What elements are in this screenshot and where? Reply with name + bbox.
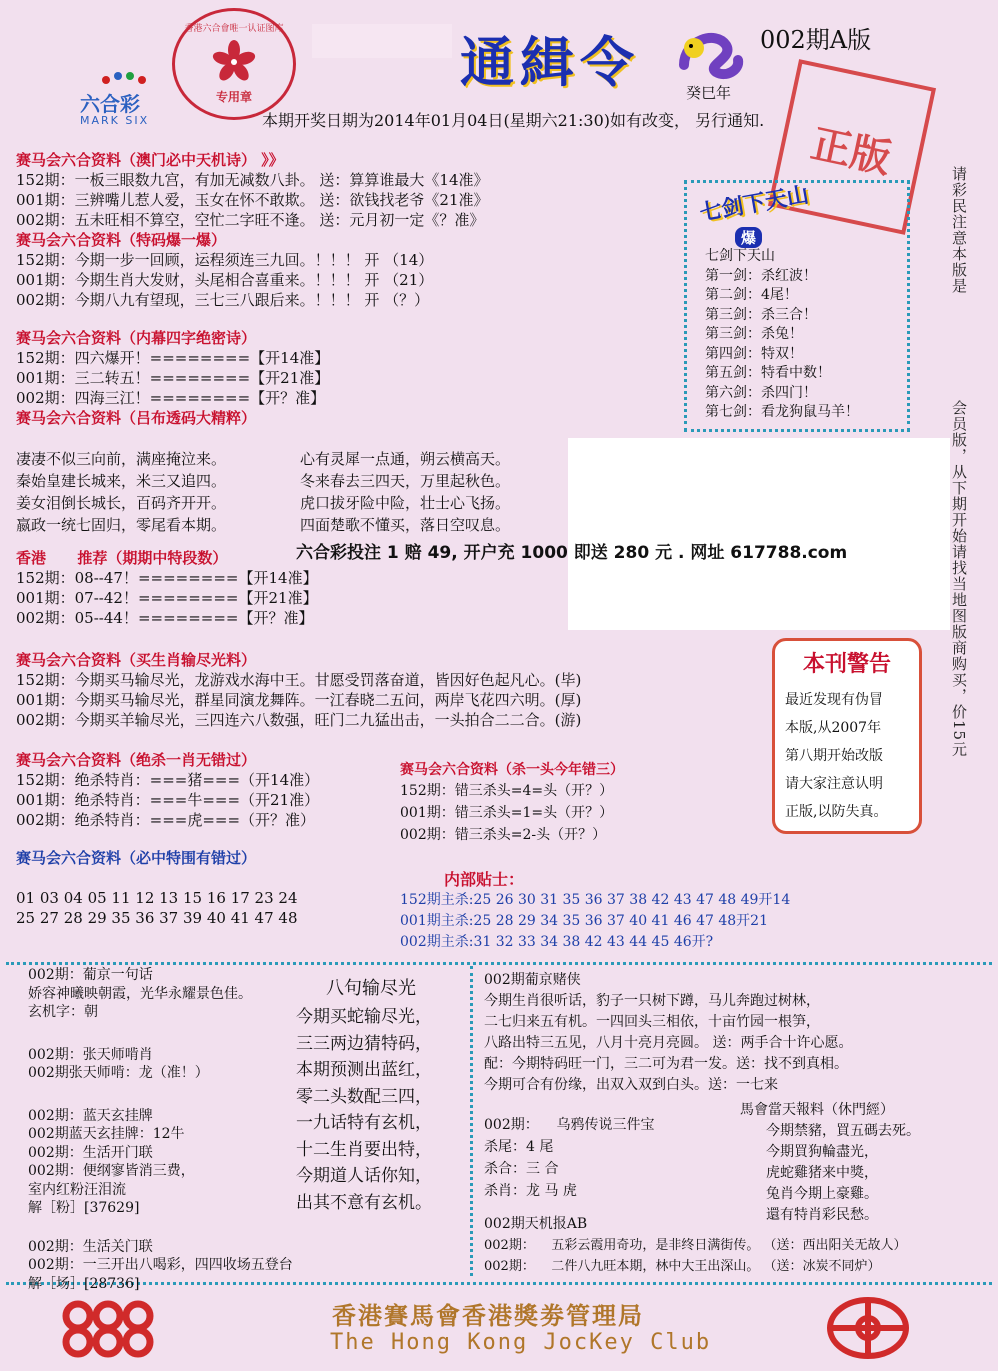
poem-line: 心有灵犀一点通，朔云横高天。 — [300, 450, 511, 468]
poem-line: 本期预测出蓝红， — [296, 1060, 432, 1080]
section-title: 赛马会六合资料（必中特围有错过） — [16, 849, 257, 867]
bottom-middle-poem — [296, 974, 432, 1216]
issue-label: 002期A版 — [760, 26, 872, 54]
list-item: 002期：一三开出八喝彩，四四收场五登台 — [28, 1257, 293, 1273]
bottom-right-crow — [484, 1114, 655, 1202]
list-item: 第三剑：杀三合！ — [705, 306, 817, 323]
list-item: 杀尾：4 尾 — [484, 1139, 554, 1155]
footer — [0, 1288, 998, 1371]
list-item: 第二剑：4尾！ — [705, 287, 798, 303]
section-lubu-poem-right — [300, 448, 510, 536]
list-item: 002期：错三杀头=2-头（开？） — [400, 827, 607, 843]
list-item: 002期葡京赌侠 — [484, 972, 581, 988]
zheng-stamp-text: 正版 — [807, 120, 896, 183]
list-item: 002期主杀:31 32 33 34 38 42 43 44 45 46开? — [400, 934, 714, 950]
list-item: 002期：绝杀特肖：===虎===（开？准） — [16, 811, 316, 829]
list-item: 001期：绝杀特肖：===牛===（开21准） — [16, 791, 320, 809]
list-item: 152期主杀:25 26 30 31 35 36 37 38 42 43 47 48 49开14 — [400, 892, 791, 908]
list-item: 玄机字：朝 — [28, 1004, 98, 1020]
list-item: 002期天机报AB — [484, 1216, 588, 1232]
list-item: 最近发现有伪冒 — [785, 692, 883, 708]
list-item: 002期：张天师啃肖 — [28, 1046, 153, 1063]
list-item: 001期：错三杀头=1=头（开？） — [400, 805, 614, 821]
list-item: 152期：今期买马输尽光，龙游戏水海中王。甘愿受罚落奋道，皆因好色起凡心。(毕) — [16, 671, 582, 689]
logo-dots-icon — [100, 70, 160, 90]
list-item: 002期张天师啃：龙（准！） — [28, 1065, 209, 1081]
list-item: 第四剑：特双！ — [705, 345, 803, 362]
list-item: 002期：蓝天玄挂牌 — [28, 1107, 153, 1124]
list-item: 解［粉］[37629] — [28, 1200, 140, 1216]
list-item: 002期：葡京一句话 — [28, 967, 153, 983]
poem-line: 今期买蛇输尽光， — [296, 1007, 432, 1027]
section-kill-zodiac — [16, 750, 319, 830]
list-item: 第一剑：杀红波！ — [705, 267, 817, 284]
list-item: 第七剑：看龙狗鼠马羊！ — [705, 404, 859, 420]
spacer — [28, 1083, 293, 1107]
warning-list — [775, 686, 919, 826]
list-item: 002期： 五彩云霞用奇功，是非终日满街传。 （送：西出阳关无故人） — [484, 1238, 907, 1253]
list-item: 杀肖：龙 马 虎 — [484, 1183, 577, 1199]
list-item: 001期：今期生肖大发财，头尾相合喜重来。！！！ 开 （21） — [16, 271, 434, 289]
poem-line: 冬来春去三四天，万里起秋色。 — [300, 472, 511, 490]
bottom-right-horse — [740, 1100, 920, 1226]
poem-line: 四面楚歌不懂买，落日空叹息。 — [300, 516, 511, 534]
list-item: 還有特肖彩民愁。 — [766, 1207, 878, 1223]
divider-left — [470, 966, 473, 1276]
spacer — [28, 1218, 293, 1238]
section-inner-tips — [400, 870, 790, 953]
hkjc-crest-icon — [820, 1292, 916, 1364]
number-row: 25 27 28 29 35 36 37 39 40 41 47 48 — [16, 909, 298, 927]
snake-icon — [676, 20, 746, 80]
year-label: 癸巳年 — [686, 84, 732, 102]
list-item: 杀合：三 合 — [484, 1161, 559, 1177]
list-item: 第五剑：特看中数！ — [705, 365, 831, 381]
section-title: 内部贴士： — [444, 870, 525, 889]
list-item: 002期：生活关门联 — [28, 1238, 153, 1255]
warning-title: 本刊警告 — [802, 651, 891, 677]
poem-line: 凄凄不似三向前，满座掩泣来。 — [16, 450, 227, 468]
list-item: 兔肖今期上豪雞。 — [766, 1186, 878, 1202]
list-item: 002期：生活开门联 — [28, 1144, 153, 1161]
poem-line: 秦始皇建长城来，米三又追四。 — [16, 472, 227, 490]
list-item: 今期生肖很听话，豹子一只树下蹲，马儿奔跑过树林， — [484, 993, 820, 1009]
bottom-right-pujing — [484, 970, 852, 1096]
list-item: 002期：四海三江！========【开？准】 — [16, 389, 326, 407]
footer-en-name: The Hong Kong JocKey Club — [330, 1330, 712, 1355]
spacer — [28, 1022, 293, 1046]
list-item: 001期：三二转五！========【开21准】 — [16, 369, 330, 387]
section-title: 赛马会六合资料（杀一头今年错三） — [400, 762, 624, 778]
swords-list — [705, 247, 859, 423]
poem-line: 虎口拔牙险中险，壮士心飞扬。 — [300, 494, 511, 512]
list-item: 001期：今期买马输尽光，群星同演龙舞阵。一江春晓二五问，两岸飞花四六明。(厚) — [16, 691, 582, 709]
bottom-right-tianji — [484, 1214, 906, 1277]
section-zodiac-lose — [16, 650, 581, 730]
list-item: 虎蛇雞猪来中獎， — [766, 1165, 878, 1181]
list-item: 室内红粉汪泪流 — [28, 1181, 126, 1198]
number-row: 01 03 04 05 11 12 13 15 16 17 23 24 — [16, 889, 298, 907]
swords-banner: 七剑下天山 — [697, 181, 811, 227]
list-item: 解［场］[28736] — [28, 1275, 140, 1292]
list-item: 152期：今期一步一回顾，运程须连三九回。！！！ 开 （14） — [16, 251, 434, 269]
side-note-bottom: 会员版，从下期开始请找当地图版商购买，价15元 — [950, 400, 968, 758]
notice-line: 本期开奖日期为2014年01月04日(星期六21:30)如有改变， 另行通知. — [262, 111, 765, 130]
section-kill-head — [400, 760, 624, 846]
logo-text: 六合彩 — [80, 92, 140, 116]
section-title: 赛马会六合资料（买生肖输尽光料） — [16, 651, 257, 669]
list-item: 二七归来五有机。一四回头三相依，十亩竹园一根笋， — [484, 1014, 820, 1030]
list-item: 本版,从2007年 — [785, 720, 882, 736]
stamp-top-text: 香港六合會唯一认证图库 — [184, 24, 284, 34]
list-item: 002期： 乌鸦传说三件宝 — [484, 1117, 655, 1133]
ad-box — [568, 438, 950, 630]
marksix-logo — [78, 70, 178, 130]
stamp-bottom-text: 专用章 — [215, 90, 252, 104]
list-item: 152期：08--47！========【开14准】 — [16, 569, 318, 587]
list-item: 八路出特三五见，八月十亮月亮圆。 送：两手合十许心愿。 — [484, 1035, 853, 1051]
list-item: 馬會當天報料（休門經） — [740, 1102, 894, 1118]
poem-line: 嬴政一统七固归，零尾看本期。 — [16, 516, 227, 534]
poem-line: 出其不意有玄机。 — [296, 1192, 432, 1213]
seven-swords-box — [684, 180, 910, 432]
list-item: 第八期开始改版 — [785, 748, 883, 764]
section-title: 赛马会六合资料（内幕四字绝密诗） — [16, 329, 257, 347]
list-item: 152期：四六爆开！========【开14准】 — [16, 349, 330, 367]
list-item: 152期：错三杀头=4=头（开？） — [400, 783, 614, 799]
poem-line: 一九话特有玄机， — [296, 1113, 432, 1133]
list-item: 001期：07--42！========【开21准】 — [16, 589, 318, 607]
divider-top — [6, 962, 992, 965]
side-note-top: 请彩民注意本版是 — [950, 166, 968, 294]
list-item: 152期：绝杀特肖：===猪===（开14准） — [16, 771, 320, 789]
bauhinia-icon — [212, 40, 256, 84]
blurred-strip — [312, 24, 452, 58]
section-lubu-poem — [16, 448, 226, 536]
bottom-left-block — [28, 966, 293, 1293]
list-item: 001期：三辨嘴儿惹人爱，玉女在怀不敢欺。 送：欲钱找老爷《21准》 — [16, 191, 489, 209]
section-tema-bao — [16, 230, 433, 310]
list-item: 002期：便纲寥皆消三费， — [28, 1163, 195, 1179]
main-title: 通緝令 — [460, 30, 640, 94]
section-title: 赛马会六合资料（吕布透码大精粹） — [16, 409, 257, 427]
hkjc-knot-icon — [56, 1296, 160, 1362]
section-tianji-poem — [16, 150, 489, 230]
list-item: 七剑下天山 — [705, 248, 775, 264]
section-title: 赛马会六合资料（绝杀一肖无错过） — [16, 751, 257, 769]
list-item: 002期蓝天玄挂牌：12牛 — [28, 1126, 185, 1142]
list-item: 002期：今期买羊输尽光，三四连六八数强，旺门二九猛出击，一头拍合二二合。(游) — [16, 711, 582, 729]
section-must-hit — [16, 848, 298, 928]
poem-line: 零二头数配三四， — [296, 1086, 432, 1107]
section-title: 赛马会六合资料（特码爆一爆） — [16, 231, 227, 249]
bang-badge: 爆 — [735, 227, 762, 248]
section-title: 赛马会六合资料（澳门必中天机诗） 》》 — [16, 151, 284, 169]
list-item: 002期：今期八九有望现，三七三八跟后来。！！！ 开 （？） — [16, 291, 430, 309]
warning-box — [772, 638, 922, 834]
list-item: 001期主杀:25 28 29 34 35 36 37 40 41 46 47 48开21 — [400, 913, 768, 929]
section-hk-recommend — [16, 548, 318, 628]
footer-cn-name: 香港賽馬會香港獎劵管理局 — [332, 1301, 644, 1330]
list-item: 第三剑：杀兔！ — [705, 326, 803, 342]
list-item: 今期禁豬，買五碼去死。 — [766, 1123, 920, 1139]
list-item: 请大家注意认明 — [785, 776, 883, 792]
poem-line: 三三两边猜特码， — [296, 1033, 432, 1054]
poem-line: 今期道人话你知， — [296, 1166, 432, 1186]
list-item: 娇容神曦映朝霞，光华永耀景色佳。 — [28, 985, 252, 1002]
list-item: 今期可合有份缘，出双入双到白头。送：一七来 — [484, 1077, 778, 1093]
list-item: 配：今期特码旺一门，三二可为君一发。送：找不到真相。 — [484, 1056, 848, 1072]
list-item: 第六剑：杀四门！ — [705, 384, 817, 401]
list-item: 今期買狗輪盡光， — [766, 1144, 878, 1160]
ad-banner[interactable]: 六合彩投注 1 赔 49, 开户充 1000 即送 280 元 . 网址 617788.com — [296, 543, 848, 563]
poem-line: 姜女泪倒长城长，百码齐开开。 — [16, 494, 227, 512]
list-item: 002期：05--44！========【开？准】 — [16, 609, 314, 627]
list-item: 正版,以防失真。 — [785, 804, 888, 820]
poem-line: 十二生肖要出特， — [296, 1139, 432, 1160]
logo-sub: MARK SIX — [80, 114, 150, 127]
list-item: 002期：五未旺相不算空，空忙二字旺不逢。 送：元月初一定《？准》 — [16, 211, 485, 229]
poem-title: 八句输尽光 — [326, 978, 416, 999]
round-stamp — [172, 8, 296, 120]
section-four-character — [16, 328, 329, 428]
section-title: 香港 推荐（期期中特段数） — [16, 549, 228, 567]
list-item: 152期：一板三眼数九宫，有加无减数八卦。 送：算算谁最大《14准》 — [16, 171, 489, 189]
list-item: 002期： 二件八九旺本期，林中大王出深山。 （送：冰炭不同炉） — [484, 1259, 881, 1274]
